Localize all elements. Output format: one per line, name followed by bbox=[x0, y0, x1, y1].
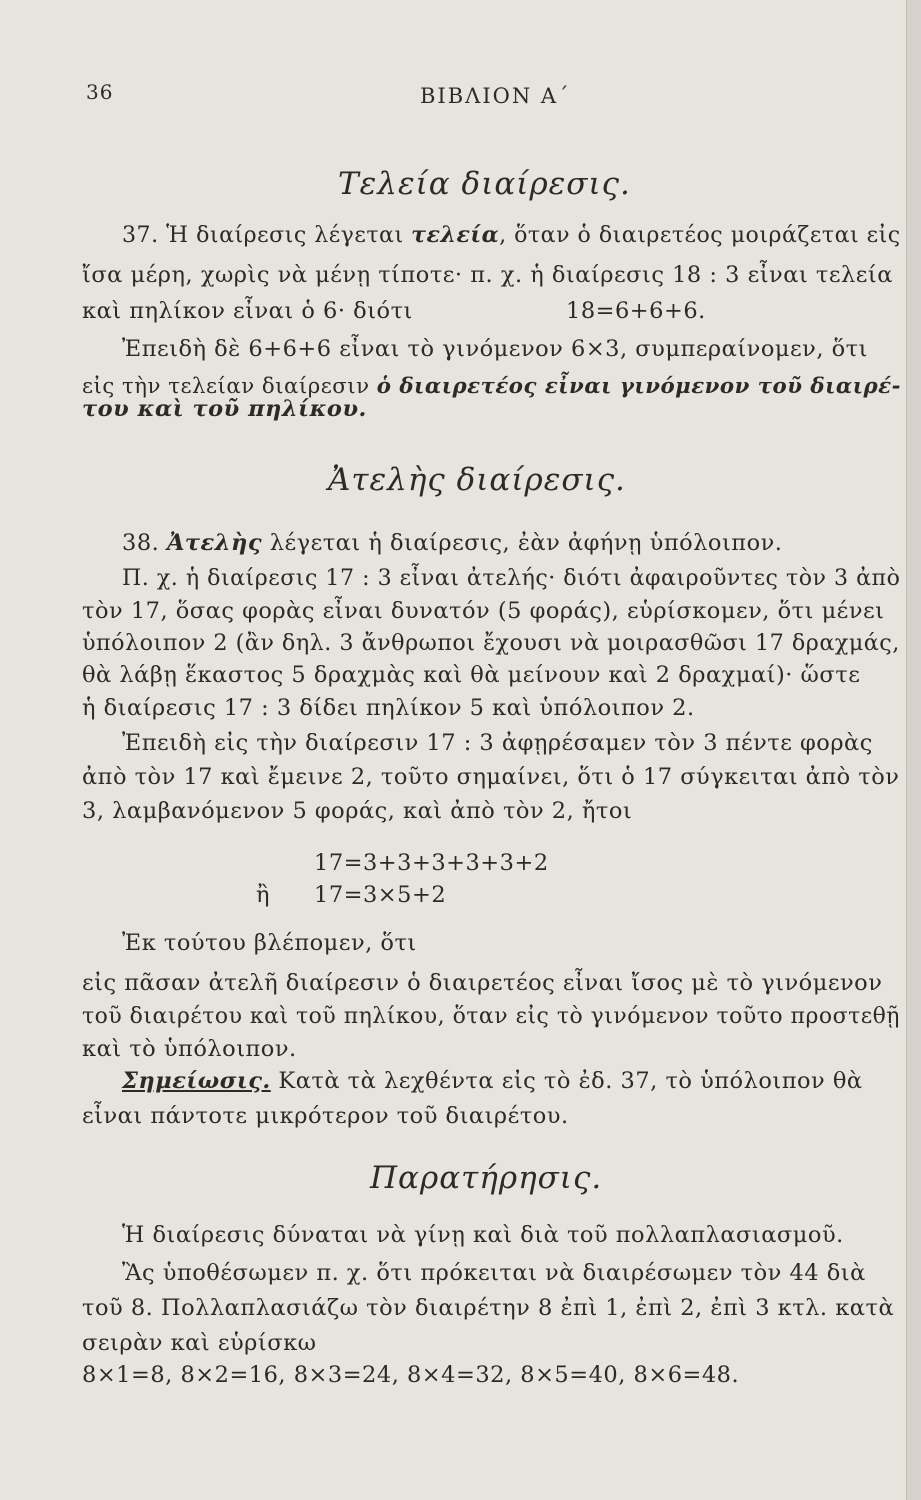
term-ateles: Ἀτελὴς bbox=[166, 530, 263, 556]
term-teleia: τελεία bbox=[411, 222, 500, 248]
s2-line-10: Ἐκ τούτου βλέπομεν, ὅτι bbox=[122, 930, 417, 956]
s1-equation: 18=6+6+6. bbox=[566, 298, 706, 324]
s2-line-3: τὸν 17, ὅσας φορὰς εἶναι δυνατόν (5 φοράς), εὑρίσκομεν, ὅτι μένει bbox=[82, 598, 885, 624]
s3-line-3: τοῦ 8. Πολλαπλασιάζω τὸν διαιρέτην 8 ἐπὶ 1, ἐπὶ 2, ἐπὶ 3 κτλ. κατὰ bbox=[82, 1295, 895, 1321]
rule-teleia: ὁ διαιρετέος εἶναι γινόμενον τοῦ διαιρέ- bbox=[376, 374, 901, 399]
s3-line-4: σειρὰν καὶ εὑρίσκω bbox=[82, 1330, 317, 1356]
running-head: ΒΙΒΛΙΟΝ Α΄ bbox=[420, 84, 571, 108]
s2-line-9: 3, λαμβανόμενον 5 φοράς, καὶ ἀπὸ τὸν 2, ἤτοι bbox=[82, 798, 633, 824]
s2-line-12: τοῦ διαιρέτου καὶ τοῦ πηλίκου, ὅταν εἰς τὸ γινόμενον τοῦτο προστεθῇ bbox=[82, 1004, 900, 1029]
note-label: Σημείωσις. bbox=[122, 1068, 271, 1094]
note-line-2: εἶναι πάντοτε μικρότερον τοῦ διαιρέτου. bbox=[82, 1103, 569, 1129]
s2-line-1: 38. Ἀτελὴς λέγεται ἡ διαίρεσις, ἐὰν ἀφήνῃ ὑπόλοιπον. bbox=[122, 530, 783, 556]
note-line-1: Σημείωσις. Κατὰ τὰ λεχθέντα εἰς τὸ ἐδ. 37, τὸ ὑπόλοιπον θὰ bbox=[122, 1068, 863, 1094]
heading-ateles: Ἀτελὴς διαίρεσις. bbox=[328, 462, 626, 498]
s3-line-2: Ἂς ὑποθέσωμεν π. χ. ὅτι πρόκειται νὰ διαιρέσωμεν τὸν 44 διὰ bbox=[122, 1260, 866, 1286]
page-edge bbox=[906, 0, 921, 1500]
s2-line-11: εἰς πᾶσαν ἀτελῆ διαίρεσιν ὁ διαιρετέος εἶναι ἴσος μὲ τὸ γινόμενον bbox=[82, 970, 883, 996]
heading-teleia: Τελεία διαίρεσις. bbox=[338, 166, 631, 202]
page-number: 36 bbox=[86, 80, 114, 104]
s3-line-1: Ἡ διαίρεσις δύναται νὰ γίνῃ καὶ διὰ τοῦ πολλαπλασιασμοῦ. bbox=[122, 1222, 844, 1248]
s1-line-5: εἰς τὴν τελείαν διαίρεσιν ὁ διαιρετέος εἶναι γινόμενον τοῦ διαιρέ- bbox=[82, 374, 901, 399]
equation-or: ἢ bbox=[256, 882, 270, 908]
s2-line-4: ὑπόλοιπον 2 (ἂν δηλ. 3 ἄνθρωποι ἔχουσι νὰ μοιρασθῶσι 17 δραχμάς, bbox=[82, 630, 900, 656]
s2-line-6: ἡ διαίρεσις 17 : 3 δίδει πηλίκον 5 καὶ ὑπόλοιπον 2. bbox=[82, 695, 695, 721]
s1-line-6: του καὶ τοῦ πηλίκου. bbox=[82, 396, 367, 422]
s2-line-2: Π. χ. ἡ διαίρεσις 17 : 3 εἶναι ἀτελής· διότι ἀφαιροῦντες τὸν 3 ἀπὸ bbox=[122, 565, 901, 591]
s2-line-5: θὰ λάβῃ ἕκαστος 5 δραχμὰς καὶ θὰ μείνουν καὶ 2 δραχμαί)· ὥστε bbox=[82, 662, 861, 688]
equation-sum: 17=3+3+3+3+3+2 bbox=[314, 850, 549, 876]
s3-line-5: 8×1=8, 8×2=16, 8×3=24, 8×4=32, 8×5=40, 8×6=48. bbox=[82, 1362, 740, 1388]
s2-line-7: Ἐπειδὴ εἰς τὴν διαίρεσιν 17 : 3 ἀφῃρέσαμεν τὸν 3 πέντε φορὰς bbox=[122, 730, 873, 756]
s1-line-2: ἴσα μέρη, χωρὶς νὰ μένῃ τίποτε· π. χ. ἡ διαίρεσις 18 : 3 εἶναι τελεία bbox=[82, 262, 893, 288]
s2-line-8: ἀπὸ τὸν 17 καὶ ἔμεινε 2, τοῦτο σημαίνει, ὅτι ὁ 17 σύγκειται ἀπὸ τὸν bbox=[82, 764, 900, 790]
s1-line-3: καὶ πηλίκον εἶναι ὁ 6· διότι bbox=[82, 298, 413, 324]
equation-product: 17=3×5+2 bbox=[314, 882, 447, 908]
heading-paratirisis: Παρατήρησις. bbox=[370, 1160, 603, 1196]
s1-line-4: Ἐπειδὴ δὲ 6+6+6 εἶναι τὸ γινόμενον 6×3, συμπεραίνομεν, ὅτι bbox=[122, 336, 868, 362]
s1-line-1: 37. Ἡ διαίρεσις λέγεται τελεία, ὅταν ὁ διαιρετέος μοιράζεται εἰς bbox=[122, 222, 901, 248]
s2-line-13: καὶ τὸ ὑπόλοιπον. bbox=[82, 1036, 297, 1062]
